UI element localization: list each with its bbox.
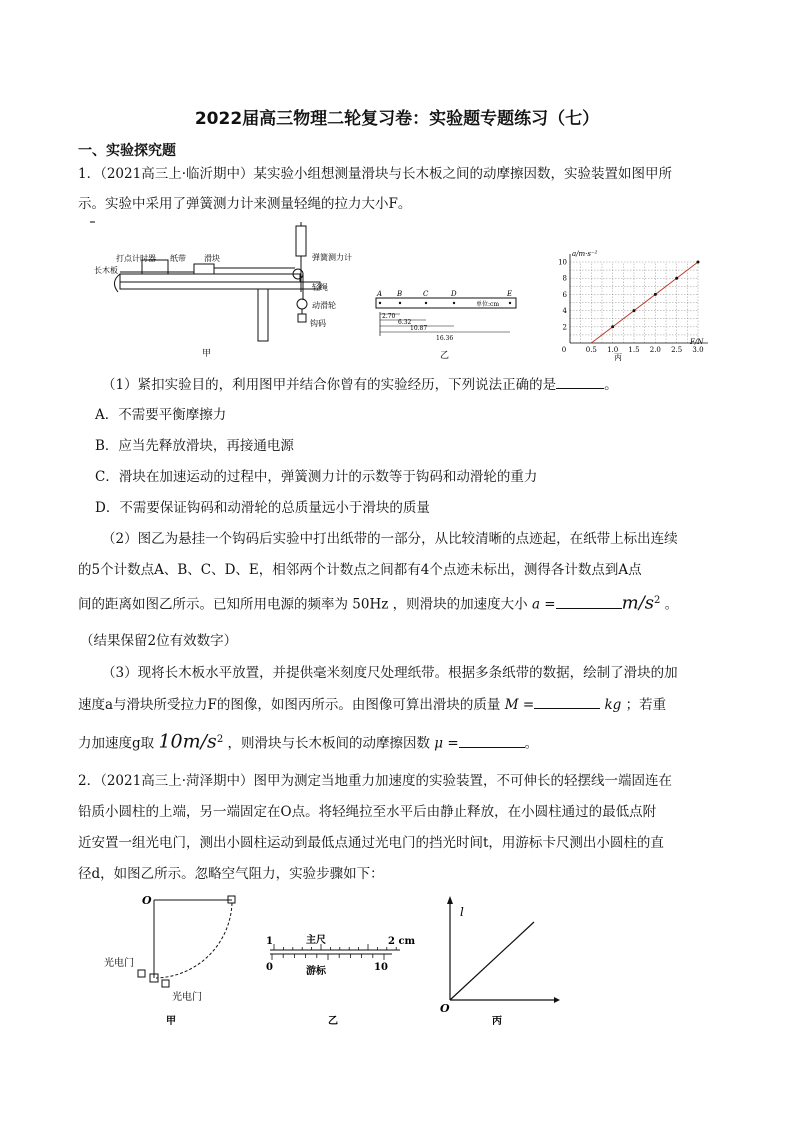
label-tape: 纸带 — [170, 254, 186, 263]
label-gate-1: 光电门 — [104, 958, 134, 969]
q1-s3-end: 。 — [524, 735, 539, 752]
q1-s2-line3b: ，则滑块的加速度大小 — [392, 596, 528, 613]
option-b: B．应当先释放滑块，再接通电源 — [95, 438, 294, 454]
label-block: 滑块 — [204, 254, 220, 263]
q2-figure-yi — [262, 928, 416, 1028]
answer-blank-m[interactable] — [534, 694, 600, 709]
answer-blank-mu[interactable] — [459, 733, 525, 748]
vernier-scale-label: 游标 — [306, 966, 326, 977]
figure-label-yi: 乙 — [440, 351, 450, 361]
y-tick-label: 8 — [562, 274, 567, 283]
q1-s3-line3b: ，则滑块与长木板间的动摩擦因数 — [227, 735, 430, 752]
tape-dot — [453, 302, 455, 304]
answer-blank-a[interactable] — [556, 594, 622, 609]
q1-stem-line1: 1．（2021高三上·临沂期中）某实验小组想测量滑块与长木板之间的动摩擦因数，实验装置如图甲所 — [78, 166, 672, 182]
label-rope: 轻绳 — [312, 283, 328, 292]
label-weight: 钩码 — [310, 319, 326, 328]
q1-s1 — [102, 374, 618, 395]
q1-s3-line2a: 速度a与滑块所受拉力F的图像，如图丙所示。由图像可算出滑块的质量 — [78, 697, 501, 713]
tape-dot — [509, 302, 511, 304]
option-a: A．不需要平衡摩擦力 — [95, 407, 227, 423]
x-tick-label: 0.5 — [585, 346, 597, 354]
x-tick-label: 1.0 — [607, 346, 619, 354]
tape-point-label: D — [451, 290, 457, 298]
y-tick-label: 4 — [562, 307, 567, 316]
dist-ac: 6.32 — [398, 319, 412, 326]
unit-ms: m/s — [621, 592, 654, 614]
vernier-10: 10 — [374, 962, 388, 973]
q2-figure-label-bing: 丙 — [492, 1016, 502, 1027]
q2-line3: 近安置一组光电门，测出小圆柱运动到最低点通过光电门的挡光时间t，用游标卡尺测出小圆柱的直 — [78, 835, 664, 851]
ruler-1: 1 — [266, 936, 273, 947]
x-tick-label: 2.0 — [649, 346, 661, 354]
q2-figure-bing — [430, 896, 560, 1028]
tape-dot — [379, 302, 381, 304]
dist-ad: 10.87 — [410, 325, 428, 332]
q1-s3-line2b: ；若重 — [625, 697, 667, 713]
label-gate-2: 光电门 — [172, 992, 202, 1003]
dist-ae: 16.36 — [436, 335, 454, 342]
symbol-m: M = — [504, 697, 535, 713]
answer-blank-1[interactable] — [556, 374, 604, 389]
data-point — [654, 293, 657, 296]
q1-s2-line4: （结果保留2位有效数字） — [80, 633, 238, 649]
main-scale-label: 主尺 — [306, 935, 326, 946]
page-title: 2022届高三物理二轮复习卷：实验题专题练习（七） — [194, 109, 600, 129]
q2-line2: 铅质小圆柱的上端，另一端固定在O点。将轻绳拉至水平后由静止释放，在小圆柱通过的最低点附 — [78, 804, 657, 820]
figure-label-bing: 丙 — [614, 353, 622, 362]
frequency-value: 50Hz — [352, 596, 389, 613]
tape-dot — [399, 302, 401, 304]
x-tick-label: 3.0 — [692, 346, 704, 354]
tape-point-label: C — [423, 290, 429, 298]
option-c: C．滑块在加速运动的过程中，弹簧测力计的示数等于钩码和动滑轮的重力 — [95, 469, 538, 485]
y-tick-label: 2 — [562, 323, 567, 332]
y-tick-label: 10 — [558, 258, 567, 267]
q1-s1-end: 。 — [604, 377, 618, 393]
tape-dot — [425, 302, 427, 304]
q1-s3-line2 — [78, 694, 666, 715]
q1-s3-line3a: 力加速度g取 — [78, 735, 155, 752]
q1-figure-jia — [90, 222, 370, 362]
origin-o: O — [440, 1002, 450, 1015]
data-point — [633, 309, 636, 312]
tape-point-label: B — [397, 290, 403, 298]
axis-l: l — [460, 905, 464, 919]
q1-s2-line3 — [78, 591, 678, 615]
q1-s2-end: 。 — [664, 596, 679, 613]
q1-s2-line1: （2）图乙为悬挂一个钩码后实验中打出纸带的一部分，从比较清晰的点迹起，在纸带上标出连续 — [102, 531, 678, 547]
vernier-0: 0 — [266, 962, 273, 973]
x-tick-label: 0 — [561, 346, 567, 354]
symbol-mu: μ = — [434, 735, 459, 752]
q1-s2-line3a: 间的距离如图乙所示。已知所用电源的频率为 — [78, 596, 348, 613]
x-tick-label: 2.5 — [671, 346, 683, 354]
q1-s1-text: （1）紧扣实验目的，利用图甲并结合你曾有的实验经历，下列说法正确的是 — [102, 377, 557, 393]
q2-figure-label-yi: 乙 — [328, 1016, 338, 1027]
label-pulley: 动滑轮 — [312, 301, 336, 310]
chart-ylabel: a/m·s⁻² — [572, 250, 598, 258]
label-spring-scale: 弹簧测力计 — [312, 253, 352, 262]
q2-line1: 2．（2021高三上·菏泽期中）图甲为测定当地重力加速度的实验装置，不可伸长的轻摆线一端固连在 — [78, 773, 672, 789]
tape-unit: 单位:cm — [476, 301, 500, 308]
q1-figure-bing — [548, 248, 718, 364]
symbol-a: a = — [531, 596, 556, 613]
tape-point-label: A — [377, 290, 383, 298]
g-exp: 2 — [216, 734, 224, 745]
chart-xlabel: F/N — [690, 338, 704, 346]
option-d: D．不需要保证钩码和动滑轮的总质量远小于滑块的质量 — [95, 500, 430, 516]
data-point — [675, 277, 678, 280]
q2-line4: 径d，如图乙所示。忽略空气阻力，实验步骤如下： — [78, 866, 384, 882]
y-tick-label: 6 — [562, 290, 567, 299]
figure-label-jia: 甲 — [202, 349, 212, 359]
label-timer: 打点计时器 — [116, 254, 156, 263]
label-board: 长木板 — [94, 266, 118, 275]
q2-figure-jia — [100, 888, 260, 1028]
dist-ab: 2.70 — [382, 313, 396, 320]
x-tick-label: 1.5 — [628, 346, 640, 354]
q1-s2-line2: 的5个计数点A、B、C、D、E，相邻两个计数点之间都有4个点迹未标出，测得各计数点到A点 — [78, 562, 642, 578]
g-value: 10m/s — [158, 730, 217, 753]
ruler-2cm: 2 cm — [388, 936, 416, 947]
q1-s3-line1: （3）现将长木板水平放置，并提供毫米刻度尺处理纸带。根据多条纸带的数据，绘制了滑块的加 — [102, 665, 678, 681]
q1-figure-yi — [370, 286, 520, 362]
tape-point-label: E — [507, 290, 513, 298]
q1-stem-line2: 示。实验中采用了弹簧测力计来测量轻绳的拉力大小F。 — [78, 196, 412, 212]
section-heading: 一、实验探究题 — [78, 143, 176, 159]
q1-s3-line3 — [78, 730, 538, 754]
q2-figure-label-jia: 甲 — [166, 1016, 176, 1027]
unit-kg: kg — [604, 697, 622, 713]
unit-exp: 2 — [654, 595, 661, 606]
data-point — [697, 261, 700, 264]
pivot-o: O — [142, 894, 152, 907]
data-point — [611, 325, 614, 328]
